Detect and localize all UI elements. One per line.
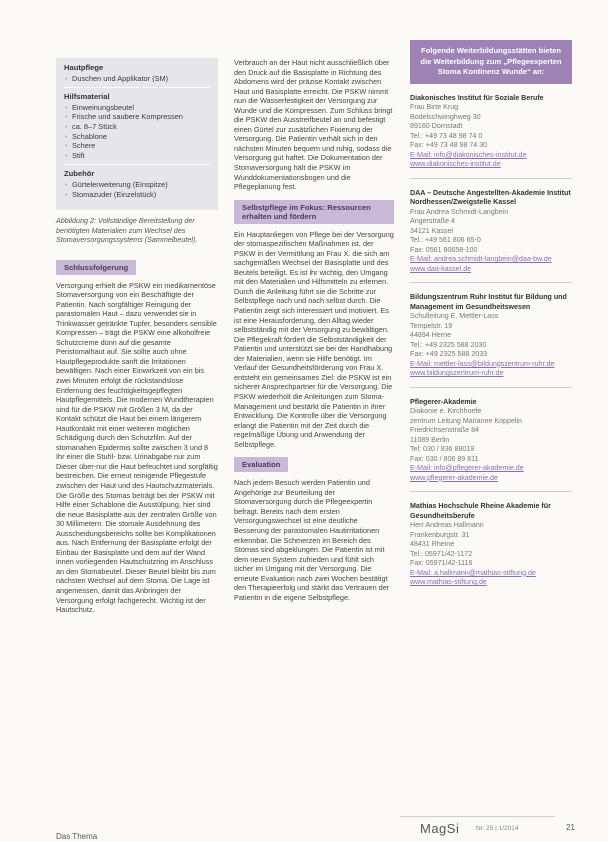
materials-list xyxy=(64,180,210,199)
institution-entry xyxy=(410,293,572,388)
materials-list-item: • Stift xyxy=(64,151,210,161)
section-heading: Schlussfolgerung xyxy=(56,260,136,275)
entry-divider xyxy=(410,491,572,492)
box-divider xyxy=(64,87,210,88)
section-heading: Selbstpflege im Fokus: Ressourcen erhalten und fördern xyxy=(234,200,394,224)
section-heading: Evaluation xyxy=(234,457,288,472)
institution-contact: Diakonie e. Kirchhoefe zentrum Leitung Marianne Koppelin Friedrichsenstraße 84 11089 Berlin Tel: 030 / 836 88019 Fax: 030 / 806 89 811 xyxy=(410,407,522,463)
institution-web-link[interactable]: www.mathias-stiftung.de xyxy=(410,578,487,586)
institution-name: Mathias Hochschule Rheine Akademie für Gesundheitsberufe xyxy=(410,502,551,520)
training-promo-box: Folgende Weiterbildungsstätten bieten die Weiterbildung zum „Pflegeexperten Stoma Kontinenz Wunde“ an: xyxy=(410,40,572,84)
materials-list-item: • Frische und saubere Kompressen xyxy=(64,112,210,122)
materials-list-item: • Schablone xyxy=(64,132,210,142)
materials-list-item: • Stomazuder (Einzelstück) xyxy=(64,190,210,200)
section-label: Das Thema xyxy=(56,832,98,841)
materials-group-title: Hilfsmaterial xyxy=(64,92,110,102)
materials-list xyxy=(64,103,210,161)
page-number: 21 xyxy=(566,823,575,832)
institution-name: Bildungszentrum Ruhr Institut für Bildung und Management im Gesundheitswesen xyxy=(410,293,567,311)
materials-list-item: • ca. 8–7 Stück xyxy=(64,122,210,132)
institution-entry xyxy=(410,189,572,284)
magazine-logo: MagSi xyxy=(420,821,460,836)
institution-web-link[interactable]: www.diakonisches-institut.de xyxy=(410,160,501,168)
entry-divider xyxy=(410,178,572,179)
article-paragraph: Versorgung erhielt die PSKW ein medikamentöse Stomaversorgung von ein Beschäftigte der Patientin. Nach sorgfältiger Reinigung der parastomalen Haut – dazu verwendet sie in Trinkwasser getränkte Tupfer, besonders sensible Kompressen – trägt die PSKW eine alkoholfreie Schutzcreme dünn auf die gesamte Peristomalhaut auf. Sie sollte auch ohne Hautpflegeprodukte sanft die Irritationen bewältigen. Nach einer Einwirkzeit von ein bis zwei Minuten erfolgt die rückstandslose Entfernung des feuchtigkeitsgepflegten Hautpflegemittels. Die modernen Wundtherapien sind für die PSKW mit Größen 3 M, da der Kontakt schützt die Haut bei einem längerem Hautkontakt mit einer weiteren möglichen Schädigung durch den Schutzfilm. Auf der stomanahen Epidermis sollte zwischen 3 und 8 Ihr einer die Stuhl- bzw. Urinabgabe nur zum Dieser über-nur die Haut befeuchtet und sorgfältig bestreichen. Die erneut reinigende Pflegestufe zwischen der Haut und des Hautschutzmaterials. Die Größe des Stomas beträgt bei der PSKW mit Hilfe einer Schablone die Ausstülpung, hier sind die neue Basisplatte aus der zentralen Größe von 30 Millimetern. Die stomale Ausdehnung des Ausscheidungsbereichs sollte bei Komplikationen aus. Nach Entfernung der Basisplatte erfolgt der Einbau der Basisplatte und dem auf der Wand innen vorliegenden Hautschutzring im Anschluss an den Stomabeutel. Dieser Beutel bleibt bis zum nächsten Wechsel auf dem Stoma. Die Lage ist angemessen, damit das Anbringen der Versorgung erfolgt fachgerecht. Wichtig ist der Hautschutz. xyxy=(56,280,218,615)
institution-web-link[interactable]: www.daa-kassel.de xyxy=(410,264,472,273)
article-paragraph: Verbrauch an der Haut nicht ausschließlich über den Druck auf die Basisplatte in Richtung des Abdomens wird der präzise Kontakt zwischen Haut und Basisplatte erreicht. Die PSKW nimmt nun die Wasserfestigkeit der Versorgung zur Wunde und die Kompressen. Zum Schluss bringt die PSKW den Ausstreifbeutel an und befestigt einen Gürtel zur zusätzlichen Fixierung der Versorgung. Die Patientin verhält sich in den nächsten Minuten bequem und ruhig, sodass die Versorgung gut haftet. Die Dokumentation der Stomaversorgung hält die PSKW im Wunddokumentationsbogen und die Pflegeplanung fest. xyxy=(234,58,393,192)
institution-entry xyxy=(410,94,572,179)
materials-group-title: Hautpflege xyxy=(64,63,104,72)
institution-contact: Frau Andrea Schmidt-Langbein Angerstraße 4 34121 Kassel Tel.: +49 561 806 65-0 Fax: 0561 80658-100 xyxy=(410,207,509,254)
institution-contact: Frau Birte Krug Bodelschwinghweg 30 89160 Dornstadt Tel.: +49 73 48 98 74 0 Fax: +49 73 48 98 74 30 xyxy=(410,103,488,149)
materials-list-item: • Gürtelerweiterung (Einspitze) xyxy=(64,180,210,190)
left-column xyxy=(56,58,218,615)
footer-divider xyxy=(400,816,555,817)
institution-contact: Herr Andreas Hallmann Frankenburgstr. 31 48431 Rheine Tel.: 05971/42-1172 Fax: 05971/42-1116 xyxy=(410,521,484,567)
materials-list xyxy=(64,74,210,84)
institution-name: DAA – Deutsche Angestellten-Akademie Institut Nordhessen/Zweigstelle Kassel xyxy=(410,188,571,206)
right-column xyxy=(410,40,572,588)
institution-web-link[interactable]: www.bildungszentrum-ruhr.de xyxy=(410,369,504,377)
institution-web-link[interactable]: www.pflegerer-akademie.de xyxy=(410,473,498,482)
institution-email-link[interactable]: E-Mail: info@pflegerer-akademie.de xyxy=(410,464,524,472)
entry-divider xyxy=(410,387,572,388)
institution-entry xyxy=(410,502,572,588)
page-footer xyxy=(0,808,608,842)
institution-email-link[interactable]: E-Mail: a.hallmann@mathias-stiftung.de xyxy=(410,568,536,577)
article-paragraph: Ein Hauptanliegen von Pflege bei der Versorgung der stomaspezifischen Maßnahmen ist, der PSKW in der Vermittlung an Frau X. die sich am sachgemäßen Wechsel der Basisplatte und des Beutels beteiligt. Es ist ihr wichtig, den Umgang mit den Materialien und Hilfsmitteln zu erlernen. Durch die Anleitung führt sie die Schritte zur Selbstpflege nach und nach selbst durch. Die Patientin zeigt sich interessiert und motiviert. Es ist eine Herausforderung, den Alltag wieder selbstständig mit der Versorgung zu bewältigen. Die Pflegekraft fördert die Selbstständigkeit der Patientin und unterstützt sie bei der Handhabung der Materialien, wenn sie Hilfe benötigt. Im Verlauf der Gesundheitsförderung von Frau X. entsteht ein gemeinsames Ziel: die PSKW ist ein sicherer Ansprechpartner für die Versorgung. Die PSKW wiederholt die Anleitungen zum Stoma-Management und bestärkt die Patientin in ihrer Entwicklung. Die Kontrolle über die Versorgung erlangt die Patientin mit der Zeit durch die regelmäßige Übung und Anwendung der Selbstpflege. xyxy=(234,229,394,449)
institution-email-link[interactable]: E-Mail: andrea.schmidt-langbein@daa-bw.de xyxy=(410,255,552,263)
materials-box xyxy=(56,58,218,210)
materials-group-title: Zubehör xyxy=(64,169,95,179)
institution-email-link[interactable]: E-Mail: info@diakonisches-institut.de xyxy=(410,150,527,159)
figure-caption: Abbildung 2: Vollständige Bereitstellung der benötigten Materialien zum Wechsel des Stomaversorgungssystems (Sammelbeutel). xyxy=(56,216,198,244)
institution-name: Diakonisches Institut für Soziale Berufe xyxy=(410,93,544,102)
box-divider xyxy=(64,164,210,165)
institution-contact: Schulleitung E. Mettler-Lass Tempelstr. 19 44894 Herne Tel.: +49 2325 588 2030 Fax: +49 2325 588 2033 xyxy=(410,312,499,358)
middle-column xyxy=(234,58,394,602)
materials-list-item: • Schere xyxy=(64,141,210,151)
institution-entry xyxy=(410,398,572,493)
institution-email-link[interactable]: E-Mail: mettler-lass@bildungszentrum-ruhr.de xyxy=(410,359,555,368)
entry-divider xyxy=(410,282,572,283)
institution-name: Pflegerer-Akademie xyxy=(410,397,477,406)
materials-list-item: • Duschen und Applikator (SM) xyxy=(64,74,210,84)
article-paragraph: Nach jedem Besuch werden Patientin und Angehörige zur Beurteilung der Stomaversorgung durch die Pflegeexpertin befragt. Bereits nach dem ersten Versorgungswechsel ist eine deutliche Besserung der parastomalen Hautirritationen erkennbar. Die Schmerzen im Bereich des Stomas sind abgeklungen. Die Patientin ist mit dem neuen System zufrieden und fühlt sich sicher im Umgang mit der Versorgung. Die erneute Evaluation nach zwei Wochen bestätigt den Therapieerfolg und stärkt das Vertrauen der Patientin in die eigene Selbstpflege. xyxy=(234,478,390,602)
materials-list-item: • Einweinungsbeutel xyxy=(64,103,210,113)
issue-number: Nr. 25 | 1/2014 xyxy=(476,825,519,832)
